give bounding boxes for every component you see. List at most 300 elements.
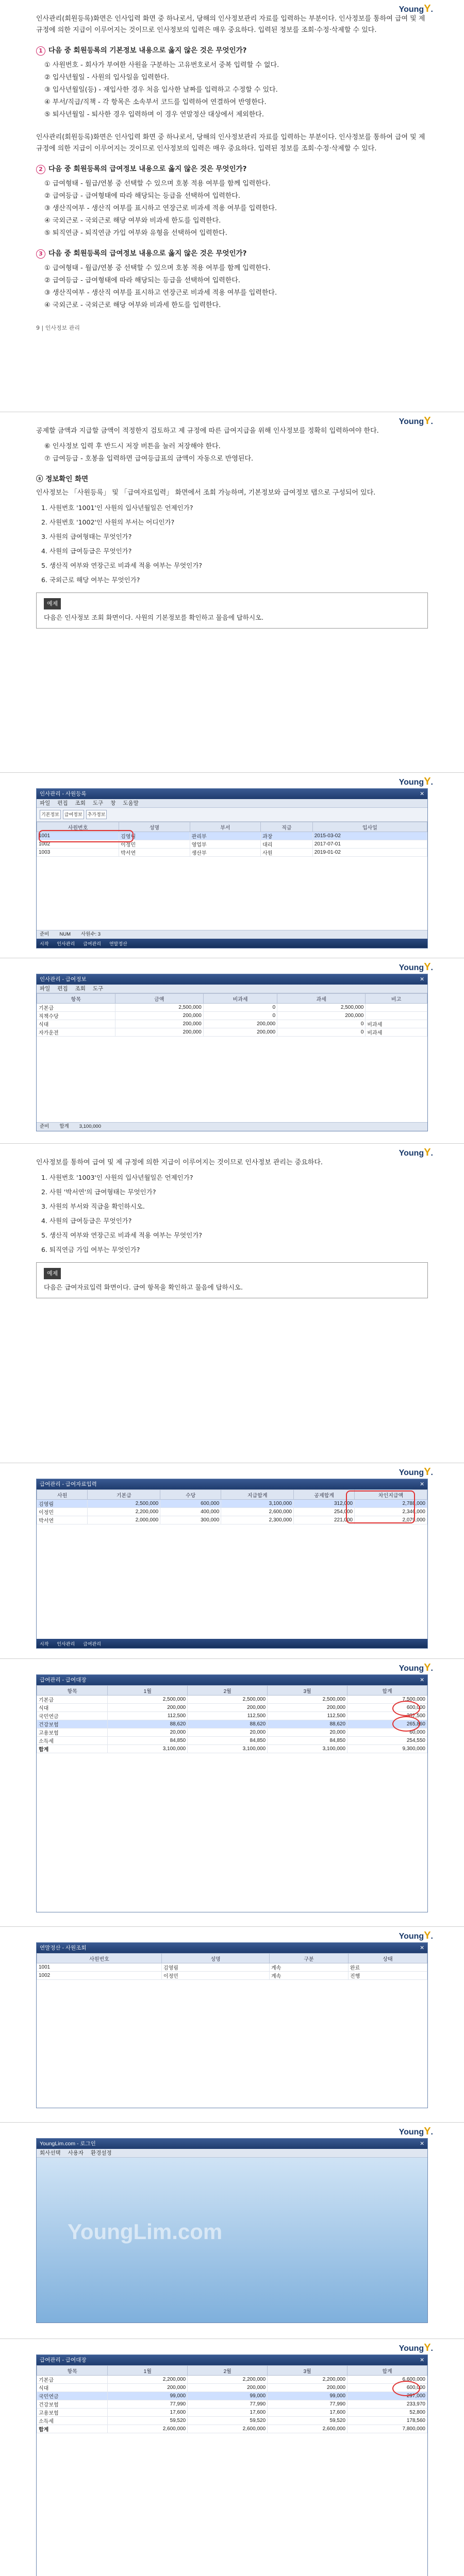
menu-item[interactable]: 파일 bbox=[40, 986, 51, 992]
status-text: 합계 bbox=[59, 1124, 69, 1129]
table-cell: 59,520 bbox=[108, 2417, 188, 2425]
section-desc: 인사정보는 「사원등록」 및 「급여자료입력」 화면에서 조회 가능하며, 기본정보와 급여정보 탭으로 구성되어 있다. bbox=[36, 489, 376, 497]
table-cell: 7,800,000 bbox=[347, 2425, 427, 2433]
table-row[interactable] bbox=[37, 1028, 427, 1037]
table-cell: 2,200,000 bbox=[88, 1508, 160, 1516]
table-cell: 2,600,000 bbox=[268, 2425, 347, 2433]
table-cell: 2,500,000 bbox=[108, 1696, 188, 1704]
tab-basic[interactable]: 기본정보 bbox=[40, 810, 61, 819]
intro-paragraph: 인사관리(회원등록)화면은 인사입력 화면 중 하나로서, 당해의 인사정보관리 자료를 입력하는 부분이다. 인사정보를 통하여 급여 및 제 규정에 의한 지급이 이루어지는 것이므로 인사정보의 입력은 매우 중요하다. 입력된 정보를 조회·수정·삭제할 수 있다. bbox=[36, 15, 425, 34]
list-item: ③ 생산직여부 - 생산직 여부를 표시하고 연장근로 비과세 적용 여부를 입력한다. bbox=[44, 289, 277, 297]
table-cell: 고용보험 bbox=[37, 2409, 108, 2417]
table-cell: 2015-03-02 bbox=[312, 832, 427, 840]
table-cell: 337,500 bbox=[347, 1712, 427, 1720]
window-title: 인사관리 - 사원등록 bbox=[40, 791, 87, 797]
annotation-circle bbox=[392, 1701, 420, 1716]
table-cell: 3,100,000 bbox=[268, 1745, 347, 1753]
table-cell: 77,990 bbox=[188, 2400, 268, 2409]
screenshot-page bbox=[0, 1927, 464, 2123]
column-header[interactable]: 합계 bbox=[347, 1686, 427, 1696]
column-header[interactable]: 기본급 bbox=[88, 1490, 160, 1500]
question-row: 3. 사원의 급여형태는 무엇인가? bbox=[41, 533, 132, 540]
list-item: ⑥ 인사정보 입력 후 반드시 저장 버튼을 눌러 저장해야 한다. bbox=[44, 443, 221, 450]
table-cell: 84,850 bbox=[268, 1737, 347, 1745]
brand-logo: YoungY. bbox=[399, 1147, 433, 1158]
splash-watermark: YoungLim.com bbox=[68, 2219, 223, 2244]
table-cell: 사원 bbox=[261, 849, 313, 857]
window-title: 인사관리 - 급여정보 bbox=[40, 976, 87, 982]
table-cell: 254,550 bbox=[347, 1737, 427, 1745]
window-titlebar bbox=[37, 974, 427, 985]
app-window bbox=[36, 1674, 428, 1912]
list-item: ④ 부서/직급/직책 - 각 항목은 소속부서 코드를 입력하여 연결하여 반영한다. bbox=[44, 98, 267, 106]
table-cell: 0 bbox=[277, 1020, 366, 1028]
list-item: ① 급여형태 - 월급/연봉 중 선택할 수 있으며 호봉 적용 여부를 함께 입력한다. bbox=[44, 180, 271, 188]
table-cell: 고용보험 bbox=[37, 1728, 108, 1737]
table-cell: 김영림 bbox=[161, 1963, 269, 1972]
example-tag: 예제 bbox=[44, 598, 61, 609]
table-cell: 88,620 bbox=[268, 1720, 347, 1728]
table-cell: 400,000 bbox=[160, 1508, 221, 1516]
table-cell: 소득세 bbox=[37, 2417, 108, 2425]
column-header[interactable]: 3월 bbox=[268, 1686, 347, 1696]
table-cell: 2,079,000 bbox=[355, 1516, 427, 1524]
status-text: NUM bbox=[59, 931, 71, 937]
column-header[interactable]: 3월 bbox=[268, 2366, 347, 2376]
question-heading-1: 1 다음 중 회원등록의 기본정보 내용으로 옳지 않은 것은 무엇인가? bbox=[36, 44, 428, 56]
taskbar-item[interactable]: 시작 bbox=[40, 1641, 49, 1647]
column-header[interactable]: 비고 bbox=[366, 994, 427, 1004]
table-cell: 0 bbox=[277, 1028, 366, 1037]
table-cell: 200,000 bbox=[203, 1020, 277, 1028]
table-row[interactable] bbox=[37, 1728, 427, 1737]
column-header[interactable]: 사원번호 bbox=[37, 1954, 162, 1963]
table-row[interactable] bbox=[37, 2409, 427, 2417]
table-cell: 300,000 bbox=[160, 1516, 221, 1524]
table-cell: 2,000,000 bbox=[88, 1516, 160, 1524]
table-cell: 계속 bbox=[270, 1972, 349, 1980]
menu-item[interactable]: 회사선택 bbox=[40, 2150, 61, 2156]
page-footer: 9 | 인사정보 관리 bbox=[36, 325, 80, 331]
table-cell: 200,000 bbox=[188, 2384, 268, 2392]
list-item: ③ 생산직여부 - 생산직 여부를 표시하고 연장근로 비과세 적용 여부를 입력한다. bbox=[44, 205, 277, 212]
table-cell: 김영림 bbox=[119, 832, 190, 840]
table-cell: 기본급 bbox=[37, 1004, 115, 1012]
table-cell: 77,990 bbox=[268, 2400, 347, 2409]
column-header[interactable]: 항목 bbox=[37, 2366, 108, 2376]
taskbar-item[interactable]: 급여관리 bbox=[83, 1641, 101, 1647]
question-row: 3. 사원의 부서와 직급을 확인하시오. bbox=[41, 1202, 145, 1210]
brand-logo: YoungY. bbox=[399, 2126, 433, 2137]
screenshot-page bbox=[0, 773, 464, 958]
status-bar bbox=[37, 1122, 427, 1131]
table-cell: 2,346,000 bbox=[355, 1508, 427, 1516]
table-row[interactable] bbox=[37, 2425, 427, 2433]
table-cell: 99,000 bbox=[108, 2392, 188, 2400]
table-cell bbox=[366, 1004, 427, 1012]
table-cell: 221,000 bbox=[294, 1516, 355, 1524]
table-cell: 17,600 bbox=[268, 2409, 347, 2417]
question-heading-2: 2 다음 중 회원등록의 급여정보 내용으로 옳지 않은 것은 무엇인가? bbox=[36, 163, 428, 174]
question-heading-3: 3 다음 중 회원등록의 급여정보 내용으로 옳지 않은 것은 무엇인가? bbox=[36, 247, 428, 259]
table-cell: 200,000 bbox=[268, 1704, 347, 1712]
annotation-circle bbox=[392, 2381, 420, 2396]
taskbar-item[interactable]: 연말정산 bbox=[109, 941, 127, 946]
window-titlebar bbox=[37, 1675, 427, 1685]
table-row[interactable] bbox=[37, 1972, 427, 1980]
table-cell: 완료 bbox=[348, 1963, 427, 1972]
table-cell: 2,500,000 bbox=[188, 1696, 268, 1704]
table-cell: 생산부 bbox=[190, 849, 261, 857]
doc-page-1 bbox=[0, 0, 464, 412]
list-item: ⑤ 퇴사년월일 - 퇴사한 경우 입력하며 이 경우 연말정산 대상에서 제외한다. bbox=[44, 111, 264, 118]
question-row: 6. 국외근로 해당 여부는 무엇인가? bbox=[41, 576, 140, 584]
table-row[interactable] bbox=[37, 1696, 427, 1704]
table-cell: 200,000 bbox=[108, 2384, 188, 2392]
intro-paragraph: 공제할 금액과 지급할 금액이 적정한지 검토하고 제 규정에 따른 급여지급을 위해 인사정보를 정확히 입력하여야 한다. bbox=[36, 427, 379, 435]
table-row[interactable] bbox=[37, 1704, 427, 1712]
column-header[interactable]: 입사일 bbox=[312, 822, 427, 832]
menu-item[interactable]: 도움말 bbox=[123, 800, 139, 806]
column-header[interactable]: 금액 bbox=[115, 994, 203, 1004]
table-cell: 1002 bbox=[37, 840, 119, 849]
table-row[interactable] bbox=[37, 1004, 427, 1012]
table-cell: 관리부 bbox=[190, 832, 261, 840]
brand-logo: YoungY. bbox=[399, 1662, 433, 1673]
column-header[interactable]: 비과세 bbox=[203, 994, 277, 1004]
close-icon[interactable]: ✕ bbox=[420, 2357, 424, 2363]
window-titlebar bbox=[37, 1943, 427, 1953]
table-cell: 기본급 bbox=[37, 1696, 108, 1704]
table-cell: 2,600,000 bbox=[188, 2425, 268, 2433]
table-cell: 박서연 bbox=[119, 849, 190, 857]
data-grid bbox=[37, 1685, 427, 1912]
column-header[interactable]: 지급합계 bbox=[221, 1490, 294, 1500]
status-text: 준비 bbox=[40, 931, 49, 937]
table-cell: 59,520 bbox=[268, 2417, 347, 2425]
table-row[interactable] bbox=[37, 1720, 427, 1728]
status-bar bbox=[37, 930, 427, 939]
column-header[interactable]: 1월 bbox=[108, 2366, 188, 2376]
taskbar bbox=[37, 939, 427, 948]
column-header[interactable]: 1월 bbox=[108, 1686, 188, 1696]
screenshot-page bbox=[0, 1659, 464, 1927]
window-titlebar bbox=[37, 789, 427, 799]
column-header[interactable]: 직급 bbox=[261, 822, 313, 832]
list-item: ① 사원번호 - 회사가 부여한 사원을 구분하는 고유번호로서 중복 입력할 수 없다. bbox=[44, 61, 279, 69]
table-cell: 600,000 bbox=[160, 1500, 221, 1508]
table-cell: 2,200,000 bbox=[188, 2376, 268, 2384]
table-cell: 3,100,000 bbox=[108, 1745, 188, 1753]
column-header[interactable]: 합계 bbox=[347, 2366, 427, 2376]
menu-item[interactable]: 도구 bbox=[92, 986, 104, 992]
table-row[interactable] bbox=[37, 1012, 427, 1020]
table-cell: 2,788,000 bbox=[355, 1500, 427, 1508]
table-cell: 112,500 bbox=[188, 1712, 268, 1720]
table-cell: 112,500 bbox=[268, 1712, 347, 1720]
table-cell: 계속 bbox=[270, 1963, 349, 1972]
table-row[interactable] bbox=[37, 1737, 427, 1745]
table-cell: 297,000 bbox=[347, 2392, 427, 2400]
table-cell: 0 bbox=[203, 1012, 277, 1020]
close-icon[interactable]: ✕ bbox=[420, 2141, 424, 2147]
table-cell: 7,500,000 bbox=[347, 1696, 427, 1704]
table-cell: 국민연금 bbox=[37, 1712, 108, 1720]
list-item: ② 급여등급 - 급여형태에 따라 해당되는 등급을 선택하여 입력한다. bbox=[44, 192, 241, 200]
screenshot-page bbox=[0, 2123, 464, 2339]
table-cell: 112,500 bbox=[108, 1712, 188, 1720]
column-header[interactable]: 항목 bbox=[37, 1686, 108, 1696]
table-cell: 합계 bbox=[37, 1745, 108, 1753]
table-cell: 200,000 bbox=[188, 1704, 268, 1712]
taskbar-item[interactable]: 급여관리 bbox=[83, 941, 101, 946]
app-window bbox=[36, 1942, 428, 2108]
tab-salary[interactable]: 급여정보 bbox=[63, 810, 84, 819]
table-cell: 과장 bbox=[261, 832, 313, 840]
data-grid bbox=[37, 822, 427, 930]
close-icon[interactable]: ✕ bbox=[420, 976, 424, 982]
table-row[interactable] bbox=[37, 2392, 427, 2400]
table-cell: 건강보험 bbox=[37, 2400, 108, 2409]
column-header[interactable]: 2월 bbox=[188, 2366, 268, 2376]
menu-item[interactable]: 조회 bbox=[75, 986, 86, 992]
list-item: ④ 국외근로 - 국외근로 해당 여부와 비과세 한도를 입력한다. bbox=[44, 301, 221, 309]
tab-extra[interactable]: 추가정보 bbox=[86, 810, 107, 819]
brand-logo: YoungY. bbox=[399, 961, 433, 973]
menu-item[interactable]: 창 bbox=[110, 800, 116, 806]
window-title: 급여관리 - 급여대장 bbox=[40, 1677, 87, 1683]
window-title: 연말정산 - 사원조회 bbox=[40, 1945, 87, 1951]
window-titlebar bbox=[37, 2355, 427, 2365]
table-cell: 200,000 bbox=[277, 1012, 366, 1020]
question-row: 2. 사원 '박서연'의 급여형태는 무엇인가? bbox=[41, 1188, 156, 1196]
column-header[interactable]: 항목 bbox=[37, 994, 115, 1004]
table-cell: 200,000 bbox=[108, 1704, 188, 1712]
table-cell bbox=[366, 1012, 427, 1020]
table-cell: 2,200,000 bbox=[108, 2376, 188, 2384]
table-cell: 9,300,000 bbox=[347, 1745, 427, 1753]
menu-bar bbox=[37, 799, 427, 808]
table-cell: 식대 bbox=[37, 1020, 115, 1028]
table-cell: 직책수당 bbox=[37, 1012, 115, 1020]
table-cell: 200,000 bbox=[268, 2384, 347, 2392]
question-row: 1. 사원번호 '1001'인 사원의 입사년월일은 언제인가? bbox=[41, 504, 193, 512]
table-cell: 2,600,000 bbox=[221, 1508, 294, 1516]
brand-logo: YoungY. bbox=[399, 1930, 433, 1941]
table-cell: 1002 bbox=[37, 1972, 162, 1980]
close-icon[interactable]: ✕ bbox=[420, 1481, 424, 1487]
table-cell: 200,000 bbox=[115, 1020, 203, 1028]
table-cell: 건강보험 bbox=[37, 1720, 108, 1728]
column-header[interactable]: 부서 bbox=[190, 822, 261, 832]
menu-item[interactable]: 편집 bbox=[57, 800, 68, 806]
table-cell: 김영림 bbox=[37, 1500, 88, 1508]
annotation-box bbox=[346, 1490, 415, 1523]
table-cell: 식대 bbox=[37, 1704, 108, 1712]
table-cell: 국민연금 bbox=[37, 2392, 108, 2400]
table-cell: 진행 bbox=[348, 1972, 427, 1980]
table-row[interactable] bbox=[37, 2417, 427, 2425]
menu-item[interactable]: 조회 bbox=[75, 800, 86, 806]
table-cell: 600,000 bbox=[347, 1704, 427, 1712]
doc-page-2 bbox=[0, 412, 464, 773]
table-cell: 비과세 bbox=[366, 1020, 427, 1028]
question-row: 4. 사원의 급여등급은 무엇인가? bbox=[41, 547, 132, 555]
column-header[interactable]: 구분 bbox=[270, 1954, 349, 1963]
annotation-box bbox=[39, 830, 134, 842]
table-cell: 기본급 bbox=[37, 2376, 108, 2384]
app-window bbox=[36, 974, 428, 1131]
toolbar bbox=[37, 808, 427, 822]
close-icon[interactable]: ✕ bbox=[420, 1945, 424, 1951]
taskbar bbox=[37, 1639, 427, 1648]
taskbar-item[interactable]: 인사관리 bbox=[57, 941, 75, 946]
table-cell: 1003 bbox=[37, 849, 119, 857]
table-cell: 88,620 bbox=[188, 1720, 268, 1728]
table-cell: 영업부 bbox=[190, 840, 261, 849]
question-row: 5. 생산직 여부와 연장근로 비과세 적용 여부는 무엇인가? bbox=[41, 562, 203, 569]
column-header[interactable]: 공제합계 bbox=[294, 1490, 355, 1500]
app-window bbox=[36, 2354, 428, 2576]
column-header[interactable]: 성명 bbox=[119, 822, 190, 832]
menu-item[interactable]: 환경설정 bbox=[91, 2150, 112, 2156]
table-cell: 99,000 bbox=[188, 2392, 268, 2400]
table-cell: 대리 bbox=[261, 840, 313, 849]
table-row[interactable] bbox=[37, 1745, 427, 1753]
example-tag: 예제 bbox=[44, 1268, 61, 1279]
table-cell: 59,520 bbox=[188, 2417, 268, 2425]
table-row[interactable] bbox=[37, 2376, 427, 2384]
example-text: 다음은 인사정보 조회 화면이다. 사원의 기본정보를 확인하고 물음에 답하시오. bbox=[44, 614, 264, 621]
table-cell: 2,600,000 bbox=[108, 2425, 188, 2433]
table-cell: 2,500,000 bbox=[277, 1004, 366, 1012]
table-cell: 233,970 bbox=[347, 2400, 427, 2409]
brand-logo: YoungY. bbox=[399, 2342, 433, 2353]
question-row: 5. 생산직 여부와 연장근로 비과세 적용 여부는 무엇인가? bbox=[41, 1231, 203, 1239]
app-window bbox=[36, 1479, 428, 1649]
table-cell: 20,000 bbox=[108, 1728, 188, 1737]
status-text: 사원수: 3 bbox=[81, 931, 101, 937]
question-row: 1. 사원번호 '1003'인 사원의 입사년월일은 언제인가? bbox=[41, 1174, 193, 1181]
table-cell: 88,620 bbox=[108, 1720, 188, 1728]
table-row[interactable] bbox=[37, 1020, 427, 1028]
table-cell: 17,600 bbox=[108, 2409, 188, 2417]
close-icon[interactable]: ✕ bbox=[420, 1677, 424, 1683]
table-cell: 식대 bbox=[37, 2384, 108, 2392]
list-item: ⑤ 퇴직연금 - 퇴직연금 가입 여부와 유형을 선택하여 입력한다. bbox=[44, 229, 227, 237]
table-cell: 20,000 bbox=[188, 1728, 268, 1737]
example-text: 다음은 급여자료입력 화면이다. 급여 항목을 확인하고 물음에 답하시오. bbox=[44, 1283, 243, 1291]
question-row: 6. 퇴직연금 가입 여부는 무엇인가? bbox=[41, 1246, 140, 1253]
menu-item[interactable]: 도구 bbox=[92, 800, 104, 806]
table-row[interactable] bbox=[37, 2384, 427, 2392]
list-item: ③ 입사년월일(등) - 재입사한 경우 처음 입사한 날짜를 입력하고 수정할 수 있다. bbox=[44, 86, 278, 94]
intro-paragraph: 인사관리(회원등록)화면은 인사입력 화면 중 하나로서, 당해의 인사정보관리 자료를 입력하는 부분이다. 인사정보를 통하여 급여 및 제 규정에 의한 지급이 이루어지는 것이므로 인사정보의 입력은 매우 중요하다. 입력된 정보를 조회·수정·삭제할 수 있다. bbox=[36, 133, 425, 152]
column-header[interactable]: 수당 bbox=[160, 1490, 221, 1500]
column-header[interactable]: 2월 bbox=[188, 1686, 268, 1696]
data-grid bbox=[37, 993, 427, 1122]
table-cell: 2,500,000 bbox=[115, 1004, 203, 1012]
table-cell: 254,000 bbox=[294, 1508, 355, 1516]
brand-logo: YoungY. bbox=[399, 776, 433, 787]
column-header[interactable]: 과세 bbox=[277, 994, 366, 1004]
table-row[interactable] bbox=[37, 1963, 427, 1972]
list-item: ④ 국외근로 - 국외근로 해당 여부와 비과세 한도를 입력한다. bbox=[44, 217, 221, 225]
table-cell: 99,000 bbox=[268, 2392, 347, 2400]
data-grid bbox=[37, 1953, 427, 2108]
menu-bar bbox=[37, 2149, 427, 2158]
table-cell: 312,000 bbox=[294, 1500, 355, 1508]
column-header[interactable]: 사원번호 bbox=[37, 822, 119, 832]
table-cell: 20,000 bbox=[268, 1728, 347, 1737]
splash-panel bbox=[37, 2158, 427, 2323]
menu-item[interactable]: 편집 bbox=[57, 986, 68, 992]
table-cell: 77,990 bbox=[108, 2400, 188, 2409]
menu-item[interactable]: 파일 bbox=[40, 800, 51, 806]
table-cell: 1001 bbox=[37, 832, 119, 840]
data-grid bbox=[37, 1489, 427, 1639]
table-row[interactable] bbox=[37, 2400, 427, 2409]
column-header[interactable]: 상태 bbox=[348, 1954, 427, 1963]
table-cell: 17,600 bbox=[188, 2409, 268, 2417]
table-cell: 6,600,000 bbox=[347, 2376, 427, 2384]
table-cell: 비과세 bbox=[366, 1028, 427, 1037]
table-cell: 265,860 bbox=[347, 1720, 427, 1728]
intro-paragraph: 인사정보를 통하여 급여 및 제 규정에 의한 지급이 이루어지는 것이므로 인사정보 관리는 중요하다. bbox=[36, 1159, 323, 1166]
column-header[interactable]: 차인지급액 bbox=[355, 1490, 427, 1500]
column-header[interactable]: 사원 bbox=[37, 1490, 88, 1500]
table-row[interactable] bbox=[37, 1712, 427, 1720]
table-cell: 2,300,000 bbox=[221, 1516, 294, 1524]
column-header[interactable]: 성명 bbox=[161, 1954, 269, 1963]
table-cell: 600,000 bbox=[347, 2384, 427, 2392]
menu-item[interactable]: 사용자 bbox=[68, 2150, 84, 2156]
doc-page-3 bbox=[0, 1144, 464, 1463]
list-item: ② 입사년월일 - 사원의 입사일을 입력한다. bbox=[44, 74, 170, 81]
table-row[interactable] bbox=[37, 849, 427, 857]
status-text: 준비 bbox=[40, 1124, 49, 1129]
table-cell: 자가운전 bbox=[37, 1028, 115, 1037]
table-cell: 60,000 bbox=[347, 1728, 427, 1737]
question-row: 2. 사원번호 '1002'인 사원의 부서는 어디인가? bbox=[41, 518, 175, 526]
status-text: 3,100,000 bbox=[79, 1124, 101, 1129]
table-cell: 2,500,000 bbox=[88, 1500, 160, 1508]
table-cell: 이정민 bbox=[37, 1508, 88, 1516]
brand-logo: YoungY. bbox=[399, 415, 433, 427]
taskbar-item[interactable]: 시작 bbox=[40, 941, 49, 946]
menu-bar bbox=[37, 985, 427, 993]
table-cell: 2,200,000 bbox=[268, 2376, 347, 2384]
question-row: 4. 사원의 급여등급은 무엇인가? bbox=[41, 1217, 132, 1225]
annotation-circle bbox=[392, 1716, 420, 1732]
table-cell: 이정민 bbox=[119, 840, 190, 849]
taskbar-item[interactable]: 인사관리 bbox=[57, 1641, 75, 1647]
table-cell: 52,800 bbox=[347, 2409, 427, 2417]
brand-logo: YoungY. bbox=[399, 1466, 433, 1478]
screenshot-page bbox=[0, 1463, 464, 1659]
window-title: 급여관리 - 급여대장 bbox=[40, 2357, 87, 2363]
table-cell: 합계 bbox=[37, 2425, 108, 2433]
list-item: ② 급여등급 - 급여형태에 따라 해당되는 등급을 선택하여 입력한다. bbox=[44, 277, 241, 284]
window-titlebar bbox=[37, 2139, 427, 2149]
table-cell: 200,000 bbox=[115, 1012, 203, 1020]
table-cell: 2,500,000 bbox=[268, 1696, 347, 1704]
brand-logo: YoungY. bbox=[399, 3, 433, 14]
window-title: 급여관리 - 급여자료입력 bbox=[40, 1481, 97, 1487]
list-item: ⑦ 급여등급 - 호봉을 입력하면 급여등급표의 금액이 자동으로 반영된다. bbox=[44, 455, 254, 463]
close-icon[interactable]: ✕ bbox=[420, 791, 424, 797]
table-cell: 1001 bbox=[37, 1963, 162, 1972]
